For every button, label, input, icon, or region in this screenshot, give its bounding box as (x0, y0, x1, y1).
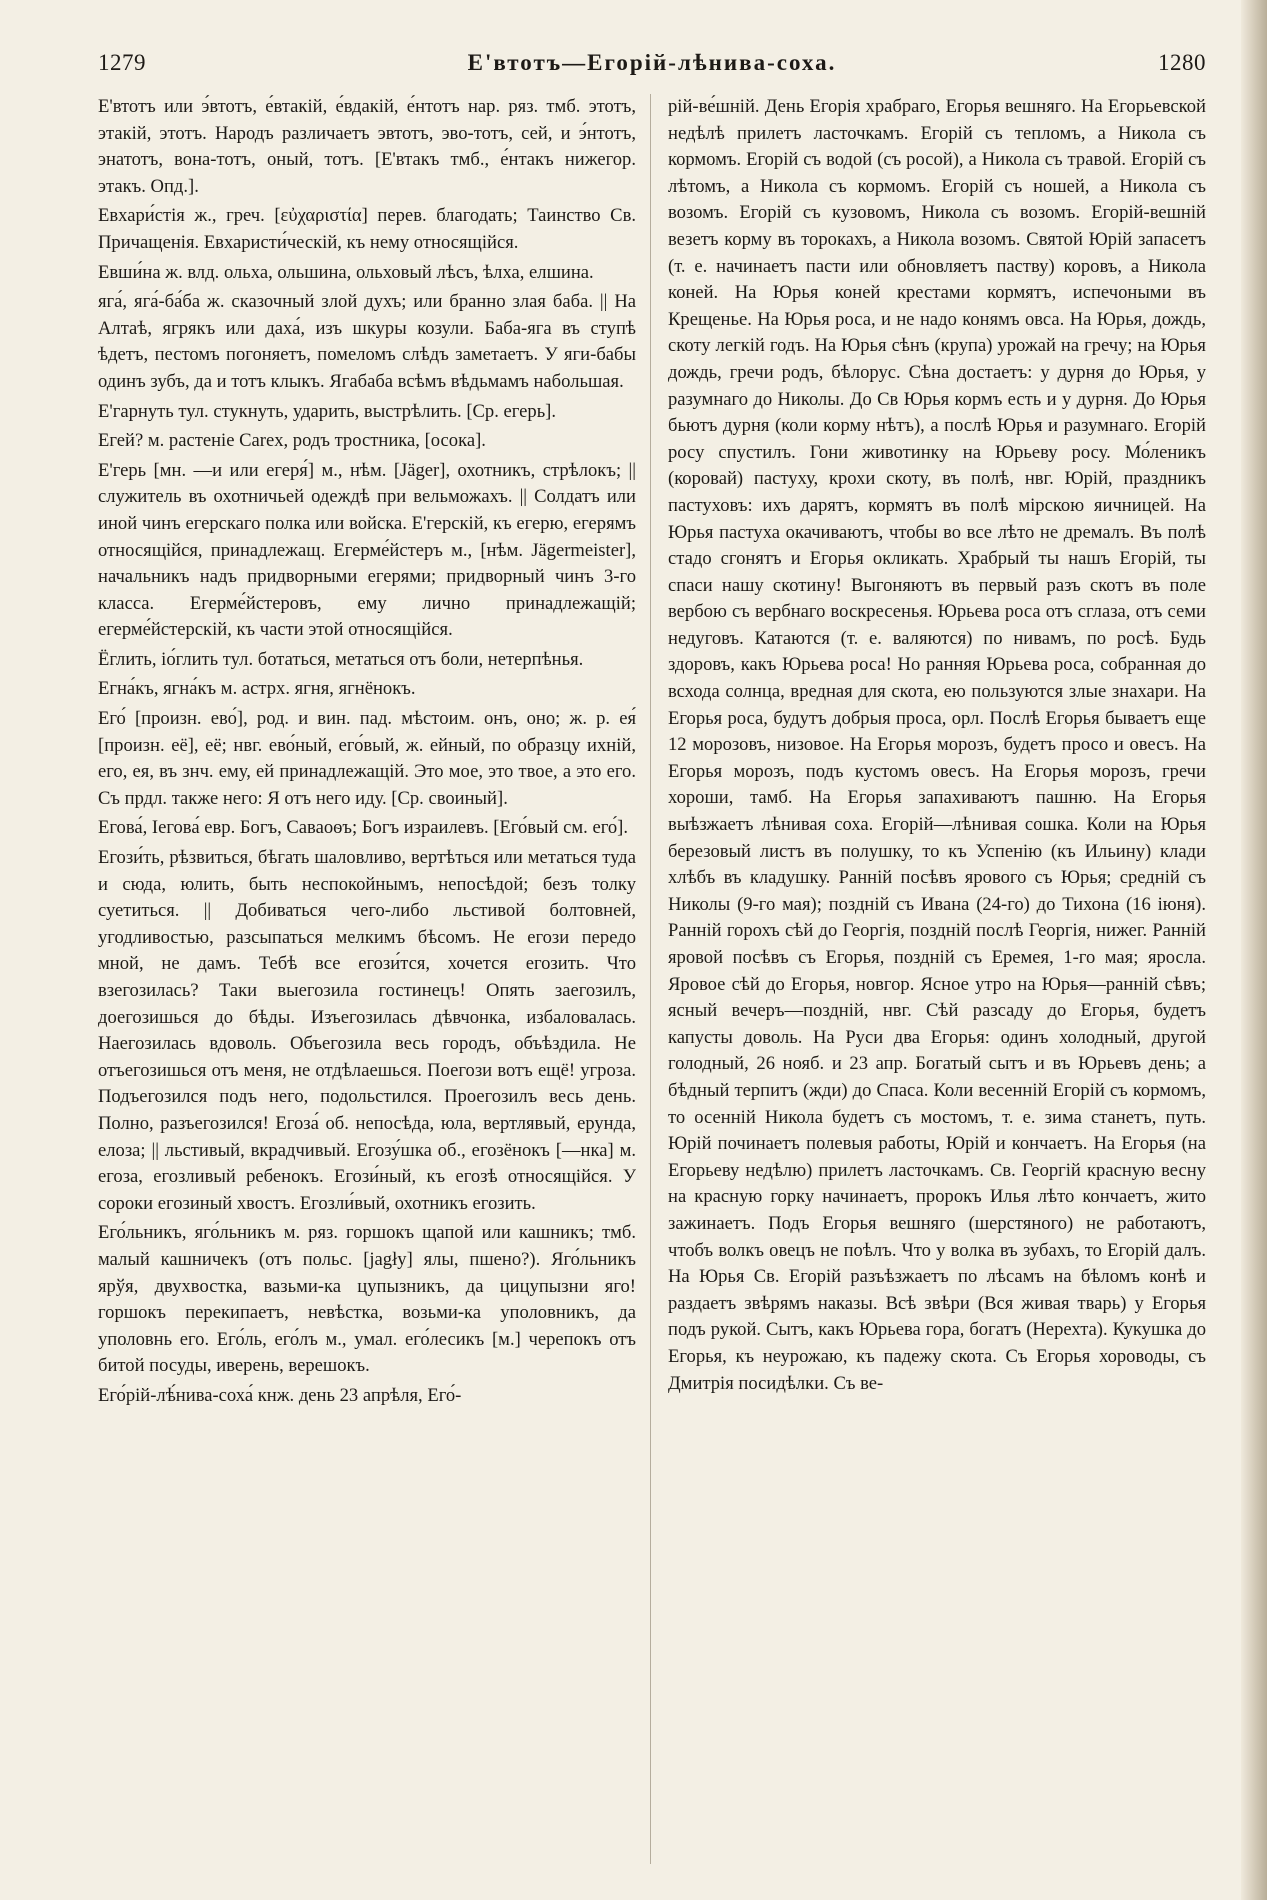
entry-egnak: Егна́къ, ягна́къ м. астрх. ягня, ягнёнокъ. (98, 678, 416, 700)
page-number-right: 1280 (1158, 50, 1206, 75)
entry-egoriy-continuation: рій-ве́шній. День Егорія храбраго, Егорья вешняго. На Егорьевской недѣлѣ прилетъ ласточкамъ. Егорій съ тепломъ, а Никола съ кормомъ. Егорій съ водой (съ росой), а Никола съ травой. Егорій съ лѣтомъ, а Никола съ кормомъ. Егорій съ ношей, а Никола съ возомъ. Егорій съ кузовомъ, Никола съ возомъ. Егорій-вешній везетъ корму въ торокахъ, а Никола возомъ. Святой Юрій запасетъ (т. е. начинаетъ пасти или обновляетъ паству) коровъ, а Никола коней. На Юрья коней крестами кормятъ, испечоными въ Крещенье. На Юрья роса, и не надо конямъ овса. На Юрья, дождь, скоту легкій годъ. На Юрья сѣнъ (крупа) урожай на гречу; на Юрья дождь, гречи родъ, бѣлорус. Сѣна достаетъ: у дурня до Юрья, у разумнаго до Николы. До Св Юрья кормъ есть и у дурня. До Юрья бьютъ дурня (коли корму нѣтъ), а послѣ Юрья и разумнаго. Егорій росу спустилъ. Гони животинку на Юрьеву росу. Мо́леникъ (коровай) пастуху, крохи скоту, въ полѣ, нвг. Юрій, праздникъ пастуховъ: ихъ дарятъ, кормятъ въ полѣ мірскою яичницей. На Юрья пастуха окачиваютъ, чтобы во все лѣто не дремалъ. Въ полѣ стадо сгонятъ и Егорья окликать. Храбрый ты нашъ Егорій, ты спаси нашу скотину! Выгоняютъ въ первый разъ скотъ въ поле вербою съ вербнаго воскресенья. Юрьева роса отъ сглаза, отъ семи недуговъ. Катаются (т. е. валяются) по нивамъ, по росѣ. Будь здоровъ, какъ Юрьева роса! Но ранняя Юрьева роса, собранная до всхода солнца, вредная для скота, ею пользуются злые знахари. На Егорья роса, будутъ добрыя проса, орл. Послѣ Егорья бываетъ еще 12 морозовъ, низовое. На Егорья морозъ, будетъ просо и овесъ. На Егорья морозъ, подъ кустомъ овесъ. На Егорья морозъ, гречи хороши, тамб. На Егорья запахиваютъ пашню. На Егорья выѣзжаетъ лѣнивая соха. Егорій—лѣнивая сошка. Коли на Юрья березовый листъ въ полушку, то къ Успенію (къ Ильину) клади хлѣбъ въ кладушку. Ранній посѣвъ ярового съ Юрья; средній съ Николы (9-го мая); поздній съ Ивана (24-го) до Тихона (16 іюня). Ранній горохъ сѣй до Георгія, поздній послѣ Георгія, нижег. Ранній яровой посѣвъ съ Егорья, поздній съ Еремея, 1-го мая; яросла. Яровое сѣй до Егорья, новгор. Ясное утро на Юрья—ранній сѣвъ; ясный вечеръ—поздній, нвг. Сѣй разсаду до Егорья, будетъ капусты доволь. На Руси два Егорья: одинъ холодный, другой голодный, 26 нояб. и 23 апр. Богатый сытъ и въ Юрьевъ день; а бѣдный терпитъ (жди) до Спаса. Коли весенній Егорій съ кормомъ, то осенній Никола будетъ съ мостомъ, т. е. зима станетъ, путь. Юрій починаетъ полевыя работы, Юрій и кончаетъ. На Егорья (на Егорьеву недѣлю) прилетъ ласточкамъ. Св. Георгій красную весну на красную горку начинаетъ, пророкъ Илья лѣто кончаетъ, жито зажинаетъ. Подъ Егорья вешняго (шерстяного) не работаютъ, чтобъ волкъ овецъ не поѣлъ. Что у волка въ зубахъ, то Егорій далъ. На Юрья Св. Егорій разъѣзжаетъ по лѣсамъ на бѣломъ конѣ и раздаетъ звѣрямъ наказы. Всѣ звѣри (Вся живая тварь) у Егорья подъ рукой. Сытъ, какъ Юрьева гора, богатъ (Нерехта). Кукушка до Егорья, къ неурожаю, къ падежу скота. Съ Егорья хороводы, съ Дмитрія посидѣлки. Съ ве- (668, 96, 1206, 1394)
entry-eger: Е'герь [мн. —и или егеря́] м., нѣм. [Jäger], охотникъ, стрѣлокъ; || служитель въ охотничьей одеждѣ при вельможахъ. || Солдатъ или иной чинъ егерскаго полка или войска. Е'герскій, къ егерю, егерямъ относящійся, принадлежащ. Егерме́йстеръ м., [нѣм. Jägermeister], начальникъ надъ придворными егерями; придворный чинъ 3-го класса. Егерме́йстеровъ, ему лично принадлежащій; егерме́йстерскій, къ части этой относящійся. (98, 459, 636, 641)
entry-egolnik: Его́льникъ, яго́льникъ м. ряз. горшокъ щапой или кашникъ; тмб. малый кашничекъ (отъ польс. [jagły] ялы, пшено?). Яго́льникъ ярўя, двухвостка, вазьми-ка цупызникъ, да цицупызни яго! горшокъ перекипаетъ, невѣстка, возьми-ка уполовникъ, да уполовнь его. Его́ль, его́лъ м., умал. его́лесикъ [м.] черепокъ отъ битой посуды, иверень, верешокъ. (98, 1222, 636, 1377)
entry-egoriy-leniva-sokha: Его́рій-лѣ́нива-соха́ кнж. день 23 апрѣля, Его́- (98, 1384, 462, 1406)
entry-evtot: Е'втотъ или э́втотъ, е́втакій, е́вдакій, е́нтотъ нар. ряз. тмб. этотъ, этакій, этотъ. Народъ различаетъ эвтотъ, эво-тотъ, сей, и э́нтотъ, энатотъ, вона-тотъ, оный, тотъ. [Е'втакъ тмб., е́нтакъ нижегор. этакъ. Опд.]. (98, 96, 636, 197)
entry-yaga: яга́, яга́-ба́ба ж. сказочный злой духъ; или бранно злая баба. || На Алтаѣ, ягрякъ или даха́, изъ шкуры козули. Баба-яга въ ступѣ ѣдетъ, пестомъ погоняетъ, помеломъ слѣдъ заметаетъ. У яги-бабы одинъ зубъ, да и тотъ клыкъ. Ягабаба всѣмъ вѣдьмамъ набольшая. (98, 291, 636, 392)
running-title: Е'втотъ—Егорій-лѣнива-соха. (467, 50, 837, 75)
page-number-left: 1279 (98, 50, 146, 75)
right-column (668, 94, 1206, 1864)
column-divider (650, 94, 651, 1864)
entry-egozit: Егози́ть, рѣзвиться, бѣгать шаловливо, вертѣться или метаться туда и сюда, юлить, быть неспокойнымъ, непосѣдой; безъ толку суетиться. || Добиваться чего-либо льстивой болтовней, угодливостью, разсыпаться мелкимъ бѣсомъ. Не егози передо мной, не дамъ. Тебѣ все егози́тся, хочется егозить. Что взегозилась? Таки выегозила гостинецъ! Опять заегозилъ, доегозишься до бѣды. Изъегозилась дѣвчонка, избаловалась. Наегозилась вдоволь. Объегозила весь городъ, объѣздила. Не отъегозишься отъ меня, не отдѣлаешься. Поегози вотъ ещё! угроза. Подъегозился подъ него, подольстился. Проегозилъ весь день. Полно, разъегозился! Егоза́ об. непосѣда, юла, вертлявый, ерунда, елоза; || льстивый, вкрадчивый. Егозу́шка об., егозёнокъ [—нка] м. егоза, егозливый ребенокъ. Егози́ный, къ егозѣ относящійся. У сороки егозиный хвостъ. Егозли́вый, охотникъ егозить. (98, 847, 636, 1214)
entry-egarnut: Е'гарнуть тул. стукнуть, ударить, выстрѣлить. [Ср. егерь]. (98, 400, 557, 422)
left-column (98, 94, 636, 1864)
page-header (98, 48, 1206, 84)
entry-eglit: Ёглить, іо́глить тул. ботаться, метаться отъ боли, нетерпѣнья. (98, 648, 584, 670)
entry-evkharistiya: Евхари́стія ж., греч. [εὐχαριστία] перев. благодать; Таинство Св. Причащенія. Евхаристи́ческій, къ нему относящійся. (98, 205, 636, 253)
entry-egova: Егова́, Iегова́ евр. Богъ, Саваоѳъ; Богъ израилевъ. [Его́вый см. его́]. (98, 817, 629, 839)
entry-egey: Егей? м. растеніе Carex, родъ тростника, [осока]. (98, 430, 486, 452)
entry-ego: Его́ [произн. ево́], род. и вин. пад. мѣстоим. онъ, оно; ж. р. ея́ [произн. её], её; нвг. ево́ный, его́вый, ж. ейный, по образцу ихній, его, ея, въ знч. ему, ей принадлежащій. Это мое, это твое, а это его. Съ прдл. также него: Я отъ него иду. [Ср. своиный]. (98, 708, 636, 809)
book-spine-shadow (1241, 0, 1267, 1900)
entry-evshina: Евши́на ж. влд. ольха, ольшина, ольховый лѣсъ, ѣлха, елшина. (98, 261, 594, 283)
